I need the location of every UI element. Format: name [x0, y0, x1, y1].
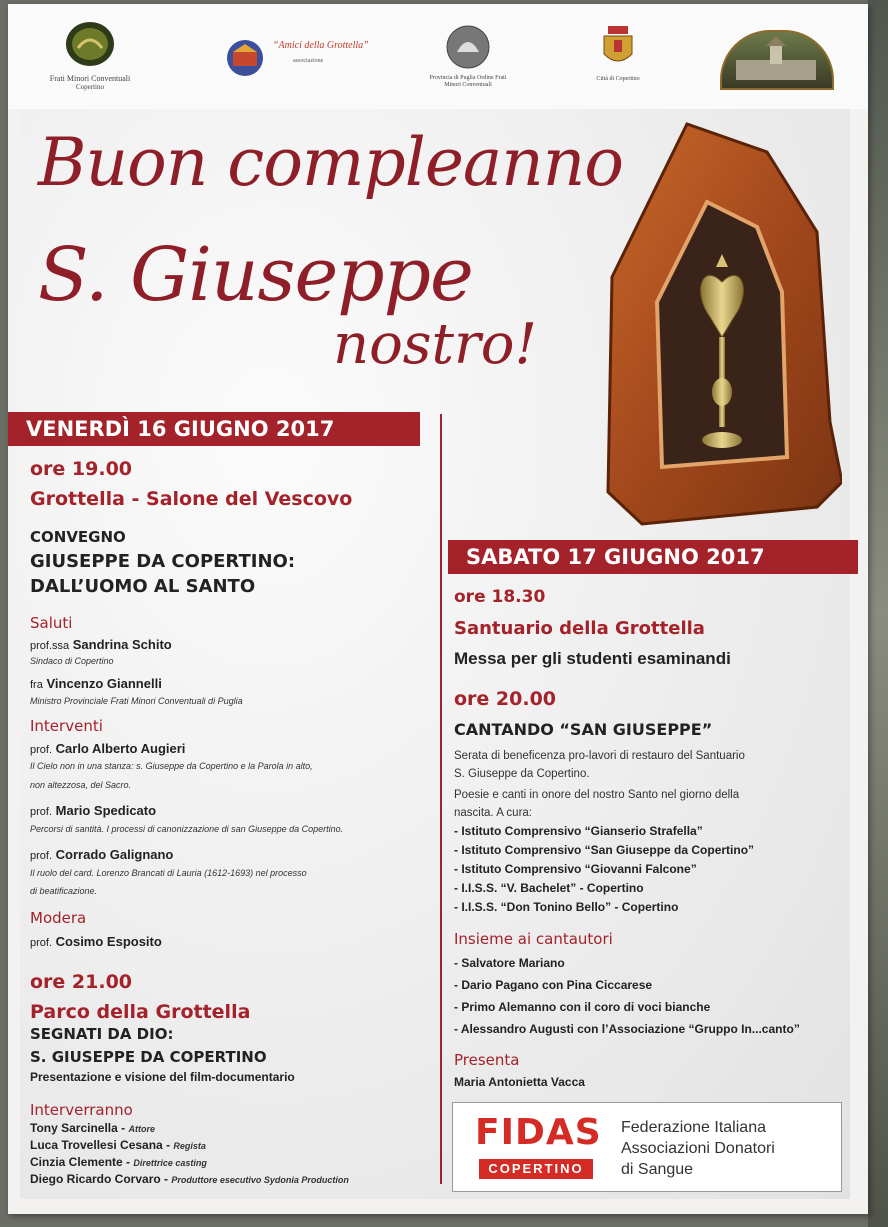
coat-of-arms-icon: [598, 24, 638, 70]
sanctuary-logo: [720, 30, 834, 90]
guest-4: Diego Ricardo Corvaro - Produttore esecutivo Sydonia Production: [30, 1172, 349, 1186]
cantautore-item: - Dario Pagano con Pina Ciccarese: [454, 978, 653, 992]
frati-minori-logo: [30, 18, 150, 91]
interventi-role-1b: non altezzosa, del Sacro.: [30, 780, 132, 790]
column-divider: [440, 414, 442, 1184]
saturday-place-1: Santuario della Grottella: [454, 618, 705, 639]
saluti-label: Saluti: [30, 614, 73, 632]
concert-desc-4: nascita. A cura:: [454, 807, 532, 819]
provincia-emblem-icon: [445, 24, 491, 70]
friday-place-2: Parco della Grottella: [30, 1001, 251, 1023]
interventi-speaker-1: prof. Carlo Alberto Augieri: [30, 741, 186, 756]
saluti-role-2: Ministro Provinciale Frati Minori Conventuali di Puglia: [30, 696, 243, 706]
title-line-2: S. Giuseppe: [38, 232, 473, 318]
fidas-logo-text: FIDAS: [475, 1112, 602, 1153]
interventi-speaker-3: prof. Corrado Galignano: [30, 847, 174, 862]
film-title-2: S. GIUSEPPE DA COPERTINO: [30, 1048, 267, 1066]
poster: [8, 4, 868, 1214]
title-line-3: nostro!: [333, 312, 538, 377]
fidas-logo: [475, 1111, 602, 1181]
amici-subcaption: associazione: [293, 58, 324, 64]
guest-2: Luca Trovellesi Cesana - Regista: [30, 1138, 206, 1152]
concert-desc-2: S. Giuseppe da Copertino.: [454, 768, 590, 780]
convegno-title-1: GIUSEPPE DA COPERTINO:: [30, 551, 296, 572]
amici-emblem-icon: [223, 38, 269, 78]
school-item: - Istituto Comprensivo “Gianserio Strafella”: [454, 824, 703, 838]
modera-label: Modera: [30, 909, 87, 927]
school-item: - Istituto Comprensivo “Giovanni Falcone”: [454, 862, 697, 876]
citta-caption: Città di Copertino: [596, 76, 640, 82]
film-title-1: SEGNATI DA DIO:: [30, 1025, 174, 1043]
saturday-date-bar: SABATO 17 GIUGNO 2017: [448, 540, 858, 574]
presenter-name: Maria Antonietta Vacca: [454, 1075, 585, 1089]
saturday-time-1: ore 18.30: [454, 587, 546, 607]
cantautore-item: - Primo Alemanno con il coro di voci bianche: [454, 1000, 711, 1014]
interventi-role-1a: Il Cielo non in una stanza: s. Giuseppe da Copertino e la Parola in alto,: [30, 761, 313, 771]
friday-time-1: ore 19.00: [30, 458, 133, 480]
presenta-label: Presenta: [454, 1051, 520, 1069]
school-item: - I.I.S.S. “V. Bachelet” - Copertino: [454, 881, 644, 895]
interventi-role-3a: Il ruolo del card. Lorenzo Brancati di Lauria (1612-1693) nel processo: [30, 868, 307, 878]
cantautori-label: Insieme ai cantautori: [454, 930, 613, 948]
cantautore-item: - Salvatore Mariano: [454, 956, 565, 970]
reliquary-image: [602, 122, 842, 527]
saluti-speaker-2: fra Vincenzo Giannelli: [30, 676, 162, 691]
fidas-line-1: Federazione Italiana: [621, 1119, 766, 1136]
fidas-line-2: Associazioni Donatori: [621, 1140, 775, 1157]
citta-logo: [583, 24, 653, 83]
interventi-role-3b: di beatificazione.: [30, 886, 98, 896]
frati-emblem-icon: [62, 18, 118, 70]
friday-date-bar: VENERDÌ 16 GIUGNO 2017: [8, 412, 420, 446]
fidas-sponsor-box: [452, 1102, 842, 1192]
interventi-label: Interventi: [30, 717, 103, 735]
guest-1: Tony Sarcinella - Attore: [30, 1121, 155, 1135]
saturday-time-2: ore 20.00: [454, 688, 557, 710]
amici-grottella-logo: [223, 34, 369, 80]
provincia-caption: Provincia di Puglia Ordine Frati Minori Conventuali: [429, 75, 507, 88]
fidas-line-3: di Sangue: [621, 1161, 694, 1178]
guest-3: Cinzia Clemente - Direttrice casting: [30, 1155, 207, 1169]
sanctuary-building-icon: [722, 32, 832, 88]
frati-caption: Frati Minori Conventuali: [49, 74, 131, 83]
amici-text: “Amici della Grottella”: [273, 40, 369, 51]
background-wall: [868, 0, 888, 1227]
modera-speaker: prof. Cosimo Esposito: [30, 934, 162, 949]
friday-time-2: ore 21.00: [30, 971, 133, 993]
school-item: - Istituto Comprensivo “San Giuseppe da Copertino”: [454, 843, 755, 857]
saturday-mass: Messa per gli studenti esaminandi: [454, 649, 731, 668]
saluti-role-1: Sindaco di Copertino: [30, 656, 114, 666]
convegno-title-2: DALL’UOMO AL SANTO: [30, 576, 256, 597]
school-item: - I.I.S.S. “Don Tonino Bello” - Copertino: [454, 900, 679, 914]
logo-strip: [8, 4, 868, 109]
interventi-role-2: Percorsi di santità. I processi di canonizzazione di san Giuseppe da Copertino.: [30, 824, 344, 834]
title-line-1: Buon compleanno: [38, 124, 624, 201]
concert-desc-1: Serata di beneficenza pro-lavori di restauro del Santuario: [454, 750, 745, 762]
saluti-speaker-1: prof.ssa Sandrina Schito: [30, 637, 172, 652]
concert-desc-3: Poesie e canti in onore del nostro Santo nel giorno della: [454, 789, 740, 801]
frati-subcaption: Copertino: [76, 83, 104, 91]
provincia-logo: [428, 24, 508, 89]
interventi-speaker-2: prof. Mario Spedicato: [30, 803, 157, 818]
cantautore-item: - Alessandro Augusti con l’Associazione “Gruppo In...canto”: [454, 1022, 800, 1036]
concert-title: CANTANDO “SAN GIUSEPPE”: [454, 720, 713, 739]
film-description: Presentazione e visione del film-documentario: [30, 1070, 295, 1084]
interverranno-label: Interverranno: [30, 1101, 133, 1119]
friday-place-1: Grottella - Salone del Vescovo: [30, 488, 353, 510]
fidas-logo-sub: COPERTINO: [479, 1159, 593, 1179]
convegno-label: CONVEGNO: [30, 528, 126, 546]
